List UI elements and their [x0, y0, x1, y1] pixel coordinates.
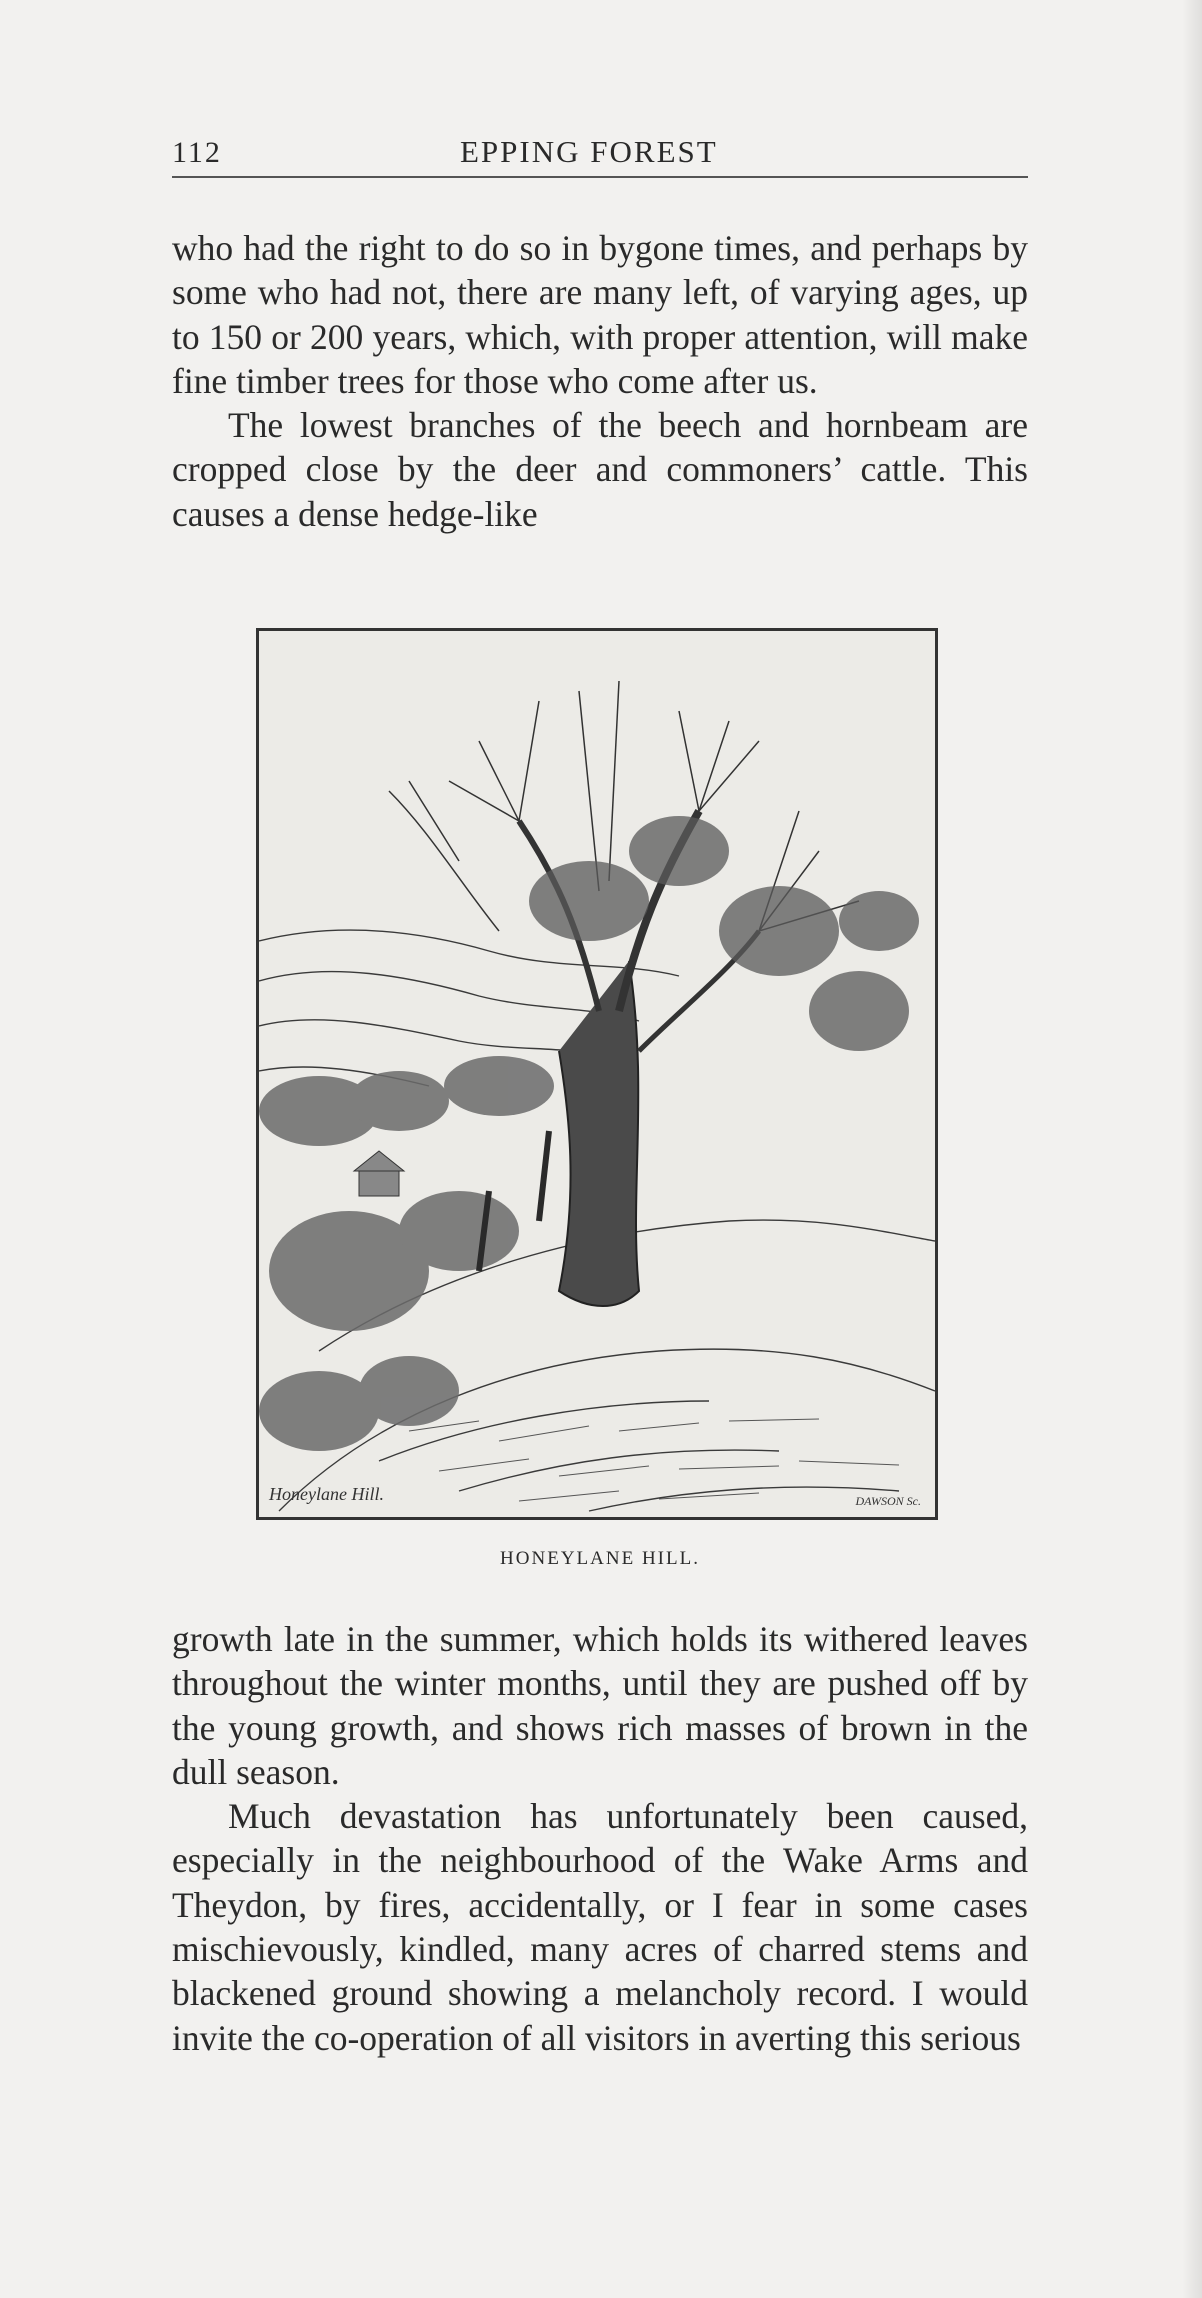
artist-signature: Honeylane Hill.	[269, 1484, 384, 1504]
page-edge-shadow	[1182, 0, 1202, 2298]
body-text-bottom	[172, 1617, 1028, 2060]
engraving-illustration	[259, 631, 935, 1517]
body-text-top	[172, 226, 1028, 536]
running-head: EPPING FOREST	[460, 134, 718, 169]
illustration-honeylane-hill	[256, 628, 938, 1520]
paragraph: The lowest branches of the beech and hornbeam are cropped close by the deer and commoners’ cattle. This causes a dense hedge-like	[172, 405, 1028, 534]
paragraph: who had the right to do so in bygone times, and perhaps by some who had not, there are many left, of varying ages, up to 150 or 200 years, which, with proper attention, will make fine timber trees for those who come after us.	[172, 228, 1028, 401]
figure-caption: HONEYLANE HILL.	[500, 1548, 700, 1569]
page-header	[172, 130, 1028, 178]
page-number: 112	[172, 136, 222, 169]
engraver-mark: DAWSON Sc.	[855, 1494, 921, 1508]
paragraph: growth late in the summer, which holds its withered leaves throughout the winter months, until they are pushed off by the young growth, and shows rich masses of brown in the dull season.	[172, 1619, 1028, 1792]
paragraph: Much devastation has unfortunately been caused, especially in the neighbourhood of the Wake Arms and Theydon, by fires, accidentally, or I fear in some cases mischievously, kindled, many acres of charred stems and blackened ground showing a melancholy record. I would invite the co-operation of all visitors in averting this serious	[172, 1796, 1028, 2058]
